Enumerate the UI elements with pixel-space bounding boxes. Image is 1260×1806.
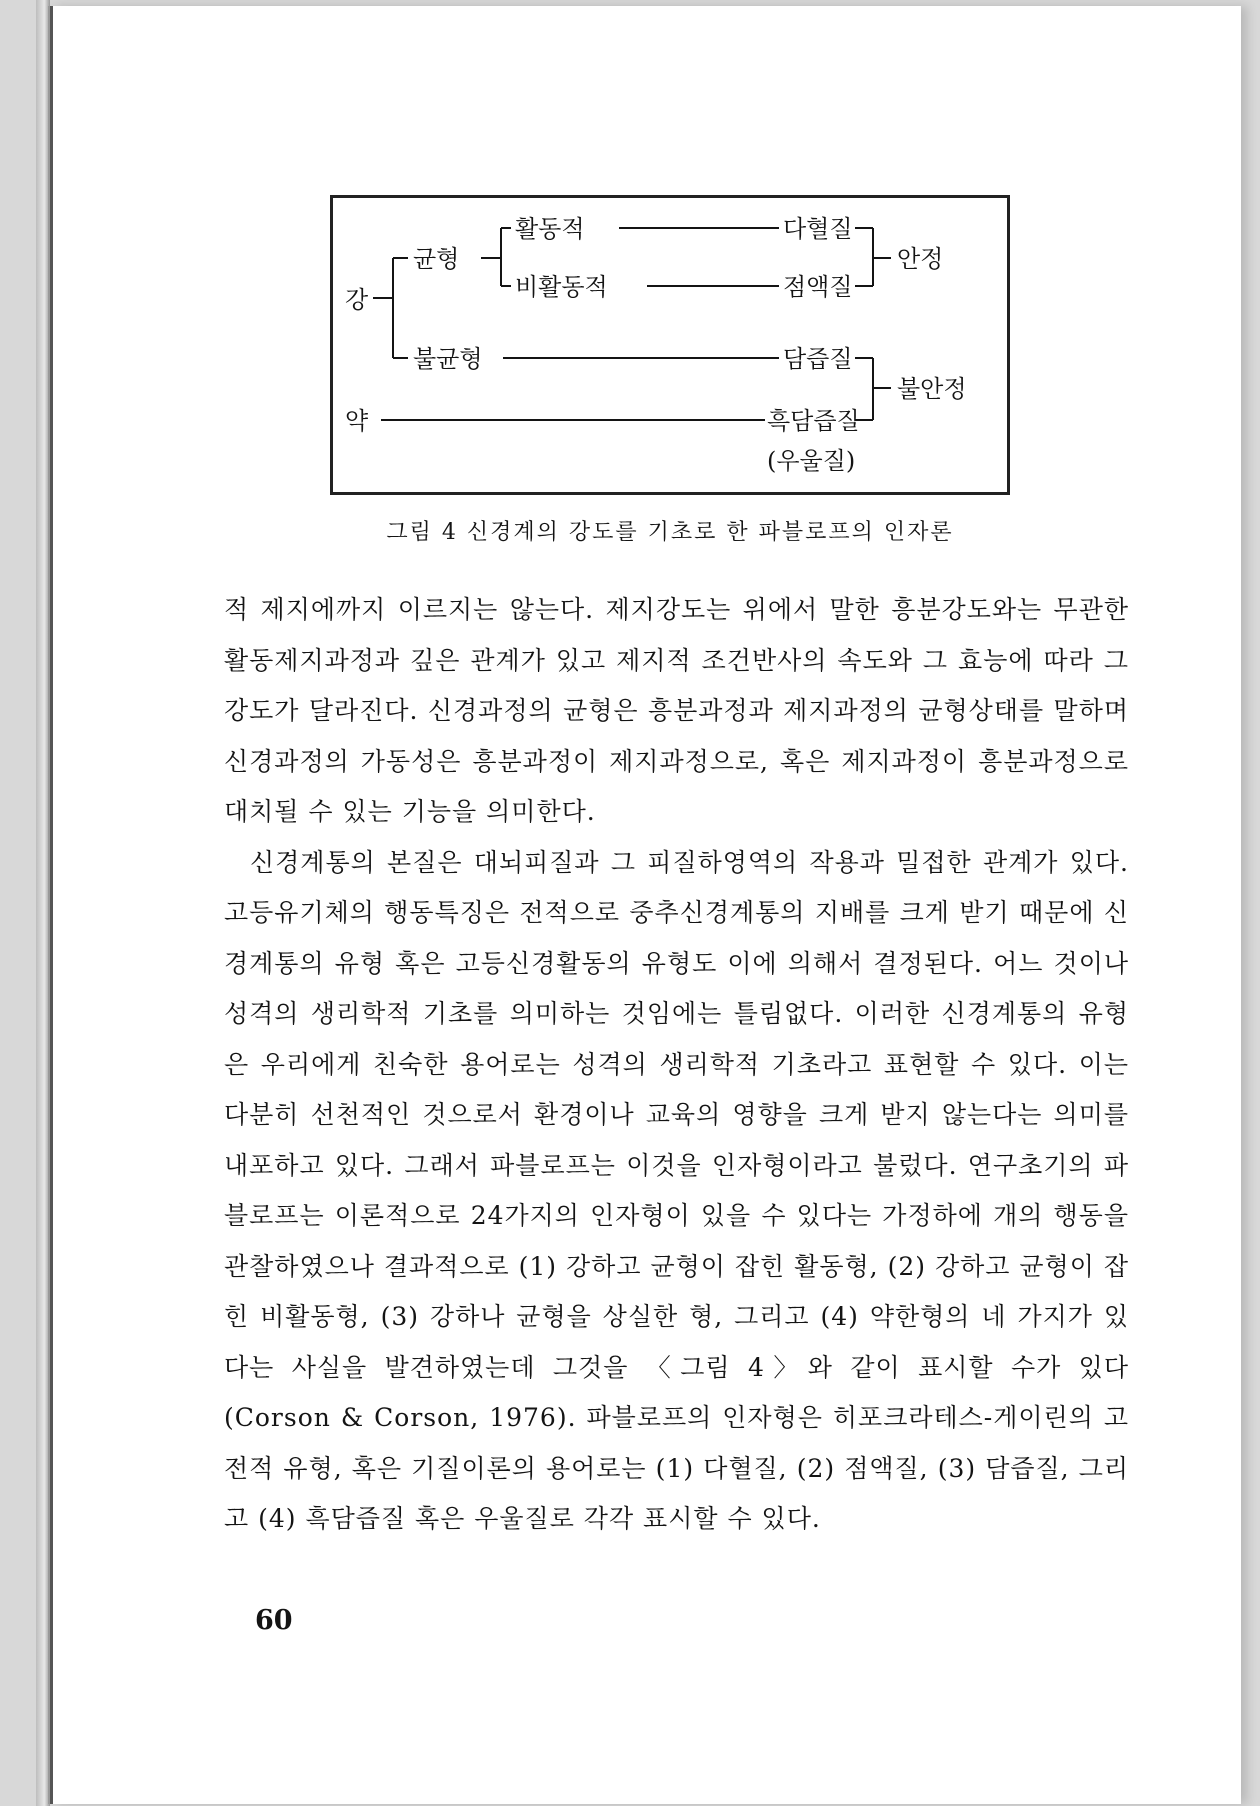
paragraph: 적 제지에까지 이르지는 않는다. 제지강도는 위에서 말한 흥분강도와는 무관한 활동제지과정과 깊은 관계가 있고 제지적 조건반사의 속도와 그 효능에 따라 그 강도가 달라진다. 신경과정의 균형은 흥분과정과 제지과정의 균형상태를 말하며 신경과정의 가동성은 흥분과정이 제지과정으로, 혹은 제지과정이 흥분과정으로 대치될 수 있는 기능을 의미한다. (224, 595, 1129, 826)
page-number: 60 (255, 1605, 293, 1636)
temperament-diagram-svg (333, 198, 1007, 492)
book-spine-edge (36, 0, 50, 1806)
label-stable: 안정 (897, 245, 944, 273)
label-balanced: 균형 (413, 245, 460, 273)
label-choleric: 담즙질 (783, 345, 853, 373)
label-sanguine: 다혈질 (783, 215, 853, 243)
label-inactive: 비활동적 (515, 273, 608, 301)
temperament-diagram (330, 195, 1010, 495)
label-melancholic-alt: (우울질) (767, 447, 856, 475)
label-melancholic: 흑담즙질 (767, 407, 860, 435)
body-text (224, 585, 1129, 1545)
label-unstable: 불안정 (897, 375, 967, 403)
label-unbalanced: 불균형 (413, 345, 483, 373)
paragraph: 신경계통의 본질은 대뇌피질과 그 피질하영역의 작용과 밀접한 관계가 있다. 고등유기체의 행동특징은 전적으로 중추신경계통의 지배를 크게 받기 때문에 신경계통의 유형 혹은 고등신경활동의 유형도 이에 의해서 결정된다. 어느 것이나 성격의 생리학적 기초를 의미하는 것임에는 틀림없다. 이러한 신경계통의 유형은 우리에게 친숙한 용어로는 성격의 생리학적 기초라고 표현할 수 있다. 이는 다분히 선천적인 것으로서 환경이나 교육의 영향을 크게 받지 않는다는 의미를 내포하고 있다. 그래서 파블로프는 이것을 인자형이라고 불렀다. 연구초기의 파블로프는 이론적으로 24가지의 인자형이 있을 수 있다는 가정하에 개의 행동을 관찰하였으나 결과적으로 (1) 강하고 균형이 잡힌 활동형, (2) 강하고 균형이 잡힌 비활동형, (3) 강하나 균형을 상실한 형, 그리고 (4) 약한형의 네 가지가 있다는 사실을 발견하였는데 그것을 〈그림 4〉와 같이 표시할 수가 있다(Corson & Corson, 1976). 파블로프의 인자형은 히포크라테스-게이린의 고전적 유형, 혹은 기질이론의 용어로는 (1) 다혈질, (2) 점액질, (3) 담즙질, 그리고 (4) 흑담즙질 혹은 우울질로 각각 표시할 수 있다. (224, 847, 1129, 1533)
label-active: 활동적 (515, 215, 585, 243)
label-phlegmatic: 점액질 (783, 273, 853, 301)
label-weak: 약 (345, 407, 369, 435)
figure-caption: 그림 4 신경계의 강도를 기초로 한 파블로프의 인자론 (386, 520, 954, 545)
label-strong: 강 (345, 286, 369, 314)
